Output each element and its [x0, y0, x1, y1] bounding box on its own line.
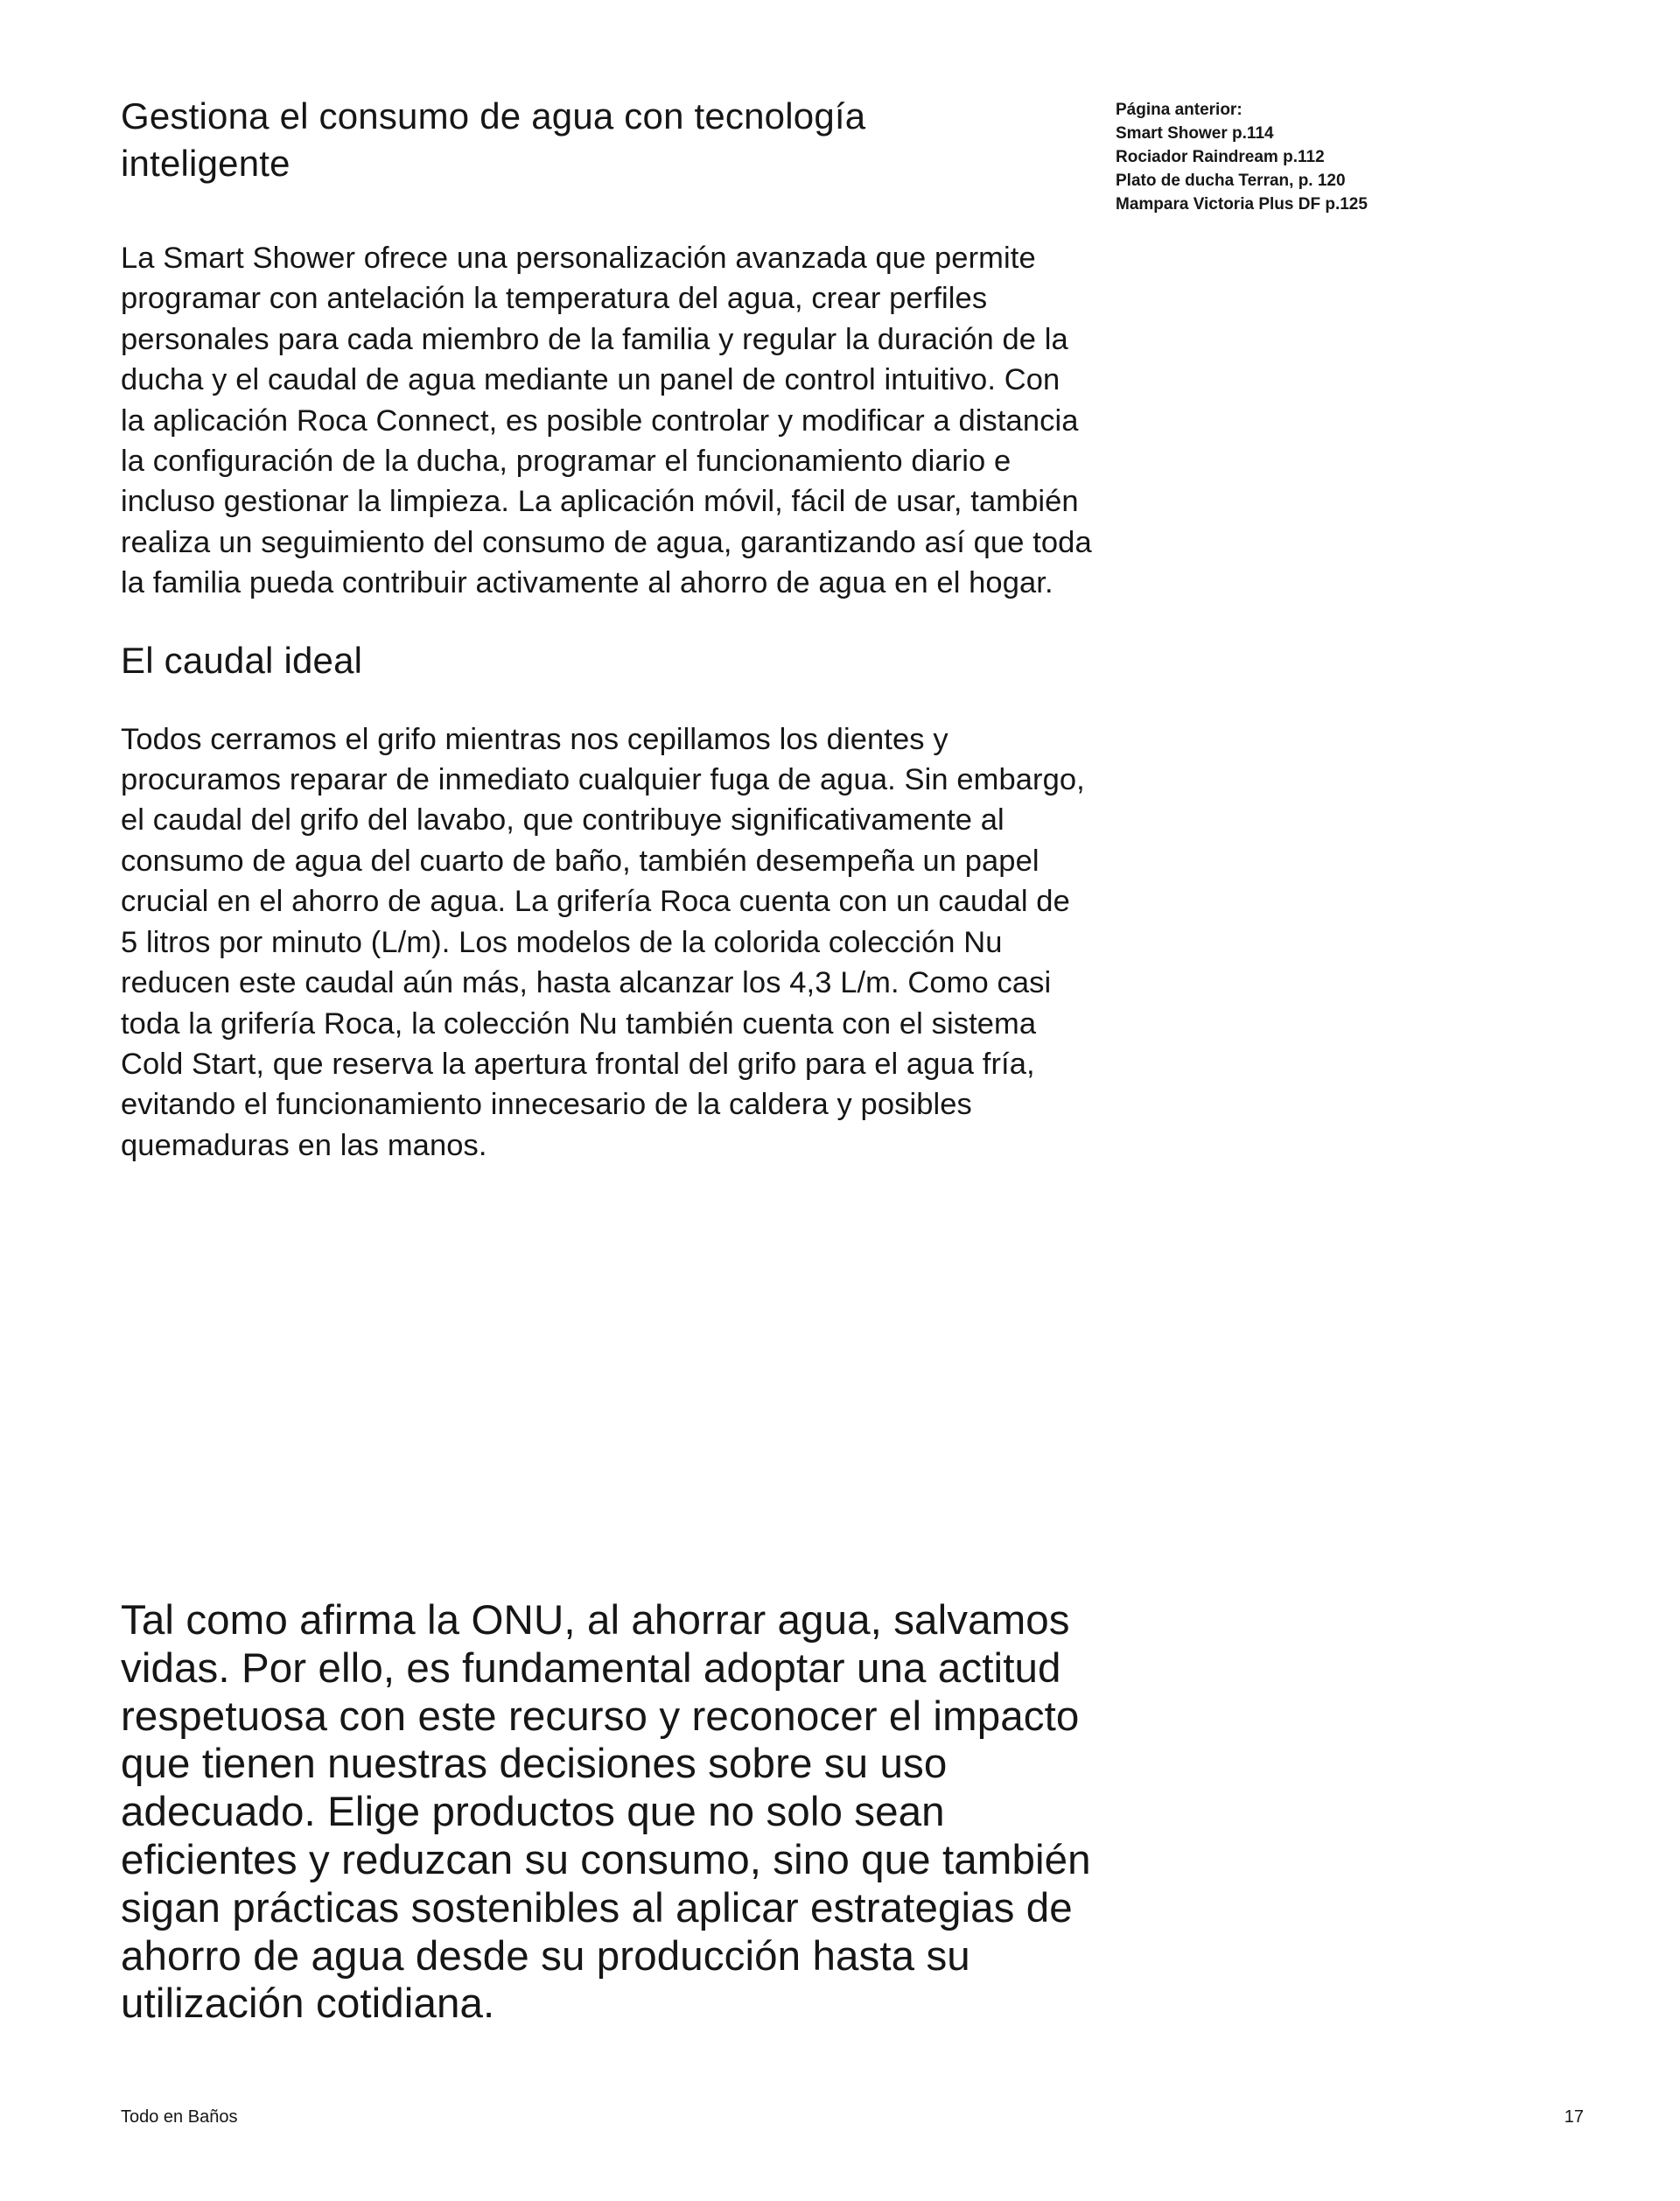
references-title: Página anterior:: [1116, 101, 1242, 119]
reference-item: Plato de ducha Terran, p. 120: [1116, 172, 1346, 190]
paragraph-smart-shower: La Smart Shower ofrece una personalización avanzada que permite programar con antelación la temperatura del agua, crear perfiles personales para cada miembro de la familia y regular la duración de la ducha y el caudal de agua mediante un panel de control intuitivo. Con la aplicación Roca Connect, es posible controlar y modificar a distancia la configuración de la ducha, programar el funcionamiento diario e incluso gestionar la limpieza. La aplicación móvil, fácil de usar, también realiza un seguimiento del consumo de agua, garantizando así que toda la familia pueda contribuir activamente al ahorro de agua en el hogar.: [121, 242, 1092, 600]
section-heading-smart-tech: Gestiona el consumo de agua con tecnología inteligente: [121, 95, 866, 184]
footer-publication-name: Todo en Baños: [121, 2107, 238, 2127]
reference-item: Smart Shower p.114: [1116, 124, 1274, 143]
reference-item: Rociador Raindream p.112: [1116, 148, 1325, 166]
reference-item: Mampara Victoria Plus DF p.125: [1116, 195, 1368, 214]
main-column: [121, 93, 1092, 1166]
previous-page-references: [1116, 98, 1483, 216]
footer-page-number: 17: [1564, 2107, 1584, 2127]
section-heading-caudal-ideal: El caudal ideal: [121, 639, 363, 681]
paragraph-caudal: Todos cerramos el grifo mientras nos cepillamos los dientes y procuramos reparar de inmediato cualquier fuga de agua. Sin embargo, el caudal del grifo del lavabo, que contribuye significativamente al consumo de agua del cuarto de baño, también desempeña un papel crucial en el ahorro de agua. La grifería Roca cuenta con un caudal de 5 litros por minuto (L/m). Los modelos de la colorida colección Nu reducen este caudal aún más, hasta alcanzar los 4,3 L/m. Como casi toda la grifería Roca, la colección Nu también cuenta con el sistema Cold Start, que reserva la apertura frontal del grifo para el agua fría, evitando el funcionamiento innecesario de la caldera y posibles quemaduras en las manos.: [121, 722, 1085, 1162]
closing-statement: Tal como afirma la ONU, al ahorrar agua, salvamos vidas. Por ello, es fundamental adoptar una actitud respetuosa con este recurso y reconocer el impacto que tienen nuestras decisiones sobre su uso adecuado. Elige productos que no solo sean eficientes y reduzcan su consumo, sino que también sigan prácticas sostenibles al aplicar estrategias de ahorro de agua desde su producción hasta su utilización cotidiana.: [121, 1597, 1091, 2028]
